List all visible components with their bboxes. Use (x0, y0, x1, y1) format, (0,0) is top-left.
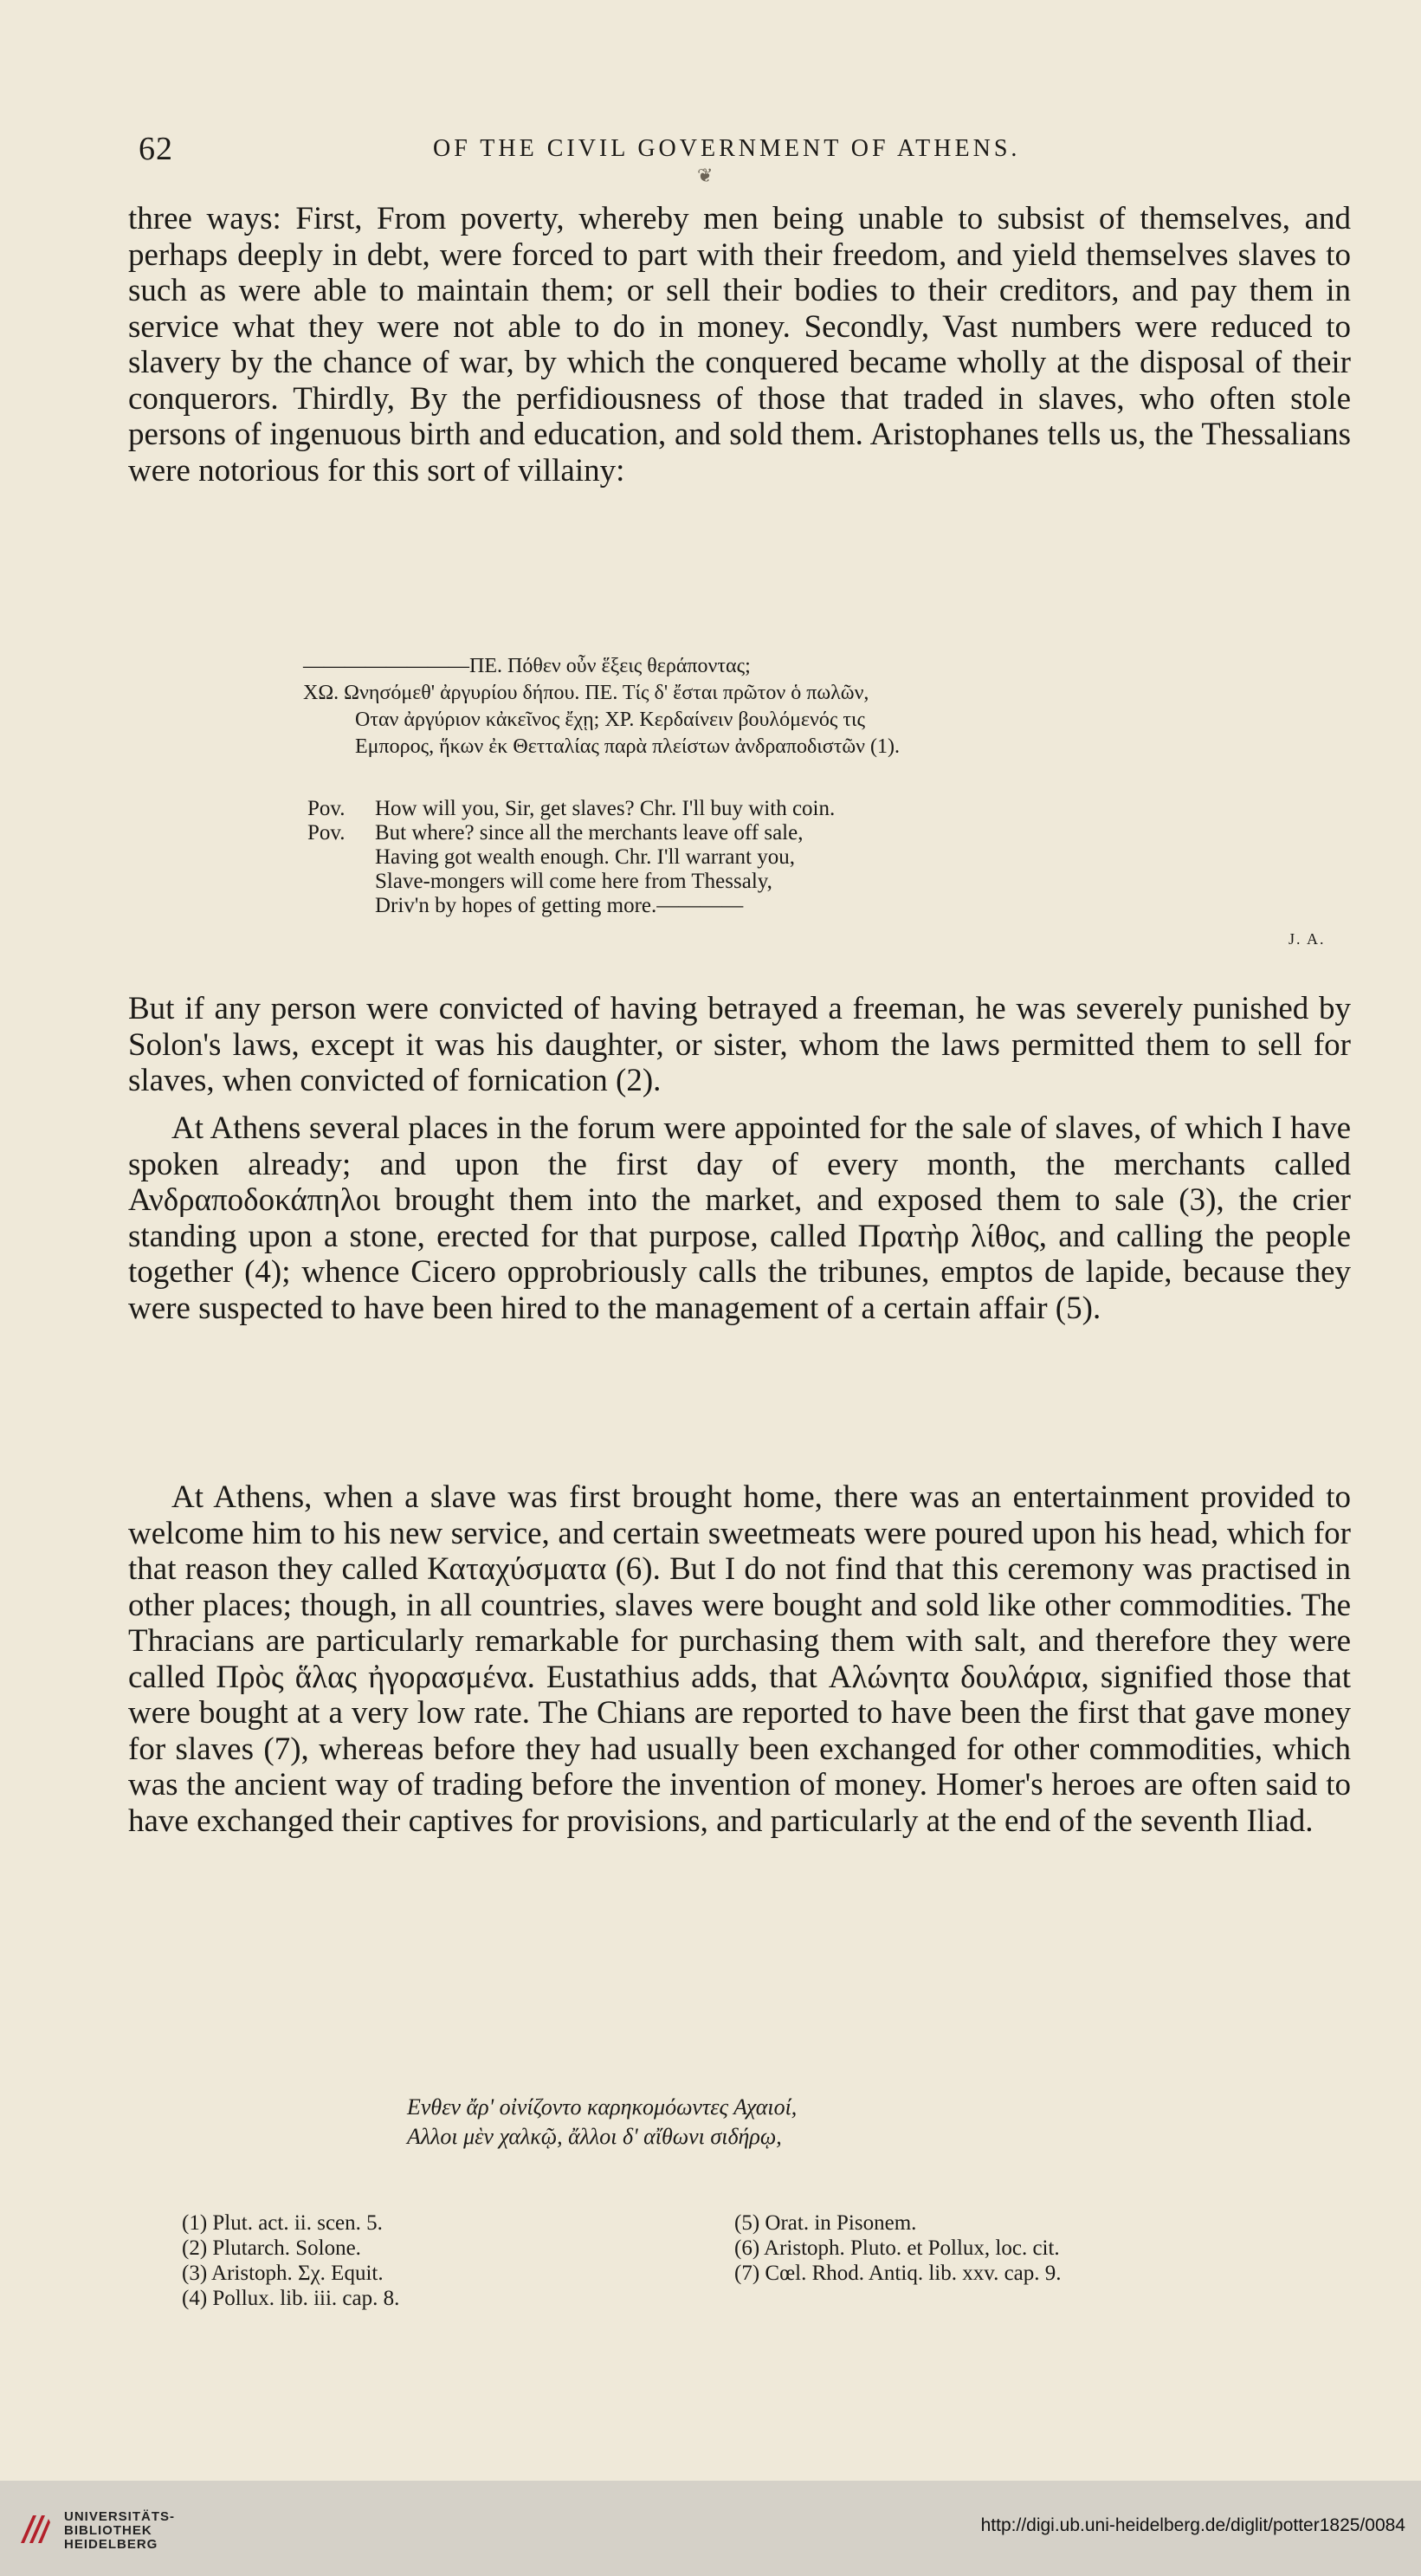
footnote: (7) Cœl. Rhod. Antiq. lib. xxv. cap. 9. (734, 2262, 1062, 2285)
printer-ornament: ❦ (697, 165, 714, 186)
institution-line: HEIDELBERG (64, 2537, 158, 2552)
footnotes-right-column (734, 2210, 1271, 2311)
translation-line (307, 870, 1347, 894)
english-translation (307, 797, 1347, 918)
paragraph-text: At Athens, when a slave was first brought home, there was an entertainment provided to welcome him to his new service, and certain sweetmeats were poured upon his head, which for that reason they called Καταχύσματα (6). But I do not find that this ceremony was practised in other places; though, in all countries, slaves were bought and sold like other commodities. The Thracians are particularly remarkable for purchasing them with salt, and therefore they were called Πρὸς ἅλας ἠγορασμένα. Eustathius adds, that Αλώνητα δουλάρια, signified those that were bought at a very low rate. The Chians are reported to have been the first that gave money for slaves (7), whereas before they had usually been exchanged for other commodities, which was the ancient way of trading before the invention of money. Homer's heroes are often said to have exchanged their captives for provisions, and particularly at the end of the seventh Iliad. (128, 1479, 1351, 1839)
translation-line (307, 797, 1347, 821)
translation-text: Driv'n by hopes of getting more.———— (375, 894, 744, 917)
paragraph-slave-welcome (128, 1479, 1351, 1839)
page-number: 62 (139, 131, 173, 167)
translation-text: Slave-mongers will come here from Thessaly, (375, 870, 772, 893)
paragraph-text: three ways: First, From poverty, whereby men being unable to subsist of themselves, and perhaps deeply in debt, were forced to part with their freedom, and yield themselves slaves to such as were able to maintain them; or sell their bodies to their creditors, and pay them in service what they were not able to do in money. Secondly, Vast numbers were reduced to slavery by the chance of war, by which the conquered became wholly at the disposal of their conquerors. Thirdly, By the perfidiousness of those that traded in slaves, who often stole persons of ingenuous birth and education, and sold them. Aristophanes tells us, the Thessalians were notorious for this sort of villainy: (128, 201, 1351, 489)
footnote: (2) Plutarch. Solone. (182, 2236, 361, 2260)
speaker-label: Pov. (307, 797, 346, 820)
footnotes (182, 2210, 1342, 2311)
paragraph-slave-market (128, 1110, 1351, 1326)
footnote: (5) Orat. in Pisonem. (734, 2211, 917, 2235)
translation-text: But where? since all the merchants leave off sale, (375, 821, 804, 845)
verse-line: Αλλοι μὲν χαλκῷ, ἄλλοι δ' αἴθωνι σιδήρῳ, (407, 2124, 782, 2149)
translation-line (307, 821, 1347, 845)
paragraph-ways-of-slavery (128, 201, 1351, 489)
footnote: (1) Plut. act. ii. scen. 5. (182, 2211, 383, 2235)
greek-quote-line: ΧΩ. Ωνησόμεθ' ἀργυρίου δήπου. ΠΕ. Τίς δ' ἔσται πρῶτον ὁ πωλῶν, (303, 682, 869, 704)
greek-quote-line: ————————ΠΕ. Πόθεν οὖν ἕξεις θεράποντας; (303, 655, 751, 677)
source-url-link[interactable]: http://digi.ub.uni-heidelberg.de/diglit/potter1825/0084 (980, 2515, 1405, 2535)
footnote: (3) Aristoph. Σχ. Equit. (182, 2262, 384, 2285)
institution-line: UNIVERSITÄTS- (64, 2509, 176, 2524)
institution-line: BIBLIOTHEK (64, 2523, 152, 2538)
translation-line (307, 894, 1347, 918)
paragraph-solon-laws (128, 991, 1351, 1099)
running-head: OF THE CIVIL GOVERNMENT OF ATHENS. (433, 135, 1021, 162)
speaker-label: Pov. (307, 821, 346, 845)
paragraph-text: But if any person were convicted of having betrayed a freeman, he was severely punished by Solon's laws, except it was his daughter, or sister, whom the laws permitted them to sell for slaves, when convicted of fornication (2). (128, 991, 1351, 1098)
footnotes-left-column (182, 2210, 719, 2311)
footnote: (4) Pollux. lib. iii. cap. 8. (182, 2287, 400, 2310)
paragraph-text: At Athens several places in the forum were appointed for the sale of slaves, of which I have spoken already; and upon the first day of every month, the merchants called Ανδραποδοκάπηλοι brought them into the market, and exposed them to sale (3), the crier standing upon a stone, erected for that purpose, called Πρατὴρ λίθος, and calling the people together (4); whence Cicero opprobriously calls the tribunes, emptos de lapide, because they were suspected to have been hired to the management of a certain affair (5). (128, 1110, 1351, 1326)
translation-line (307, 845, 1347, 870)
library-logo-icon (17, 2510, 54, 2547)
translation-text: How will you, Sir, get slaves? Chr. I'll buy with coin. (375, 797, 836, 820)
translation-text: Having got wealth enough. Chr. I'll warrant you, (375, 845, 795, 869)
homer-verse (407, 2093, 1100, 2152)
verse-line: Ενθεν ἄρ' οἰνίζοντο καρηκομόωντες Αχαιοί, (407, 2094, 798, 2120)
greek-quotation (303, 653, 1342, 761)
translator-signature: J. A. (1289, 930, 1326, 948)
greek-quote-line: Οταν ἀργύριον κἀκεῖνος ἔχῃ; ΧΡ. Κερδαίνειν βουλόμενός τις (355, 709, 865, 731)
greek-quote-line: Εμπορος, ἥκων ἐκ Θετταλίας παρὰ πλείστων ἀνδραποδιστῶν (1). (355, 735, 900, 758)
institution-name (64, 2510, 175, 2552)
library-footer (0, 2481, 1421, 2576)
page-header (139, 130, 1351, 173)
footnote: (6) Aristoph. Pluto. et Pollux, loc. cit. (734, 2236, 1060, 2260)
